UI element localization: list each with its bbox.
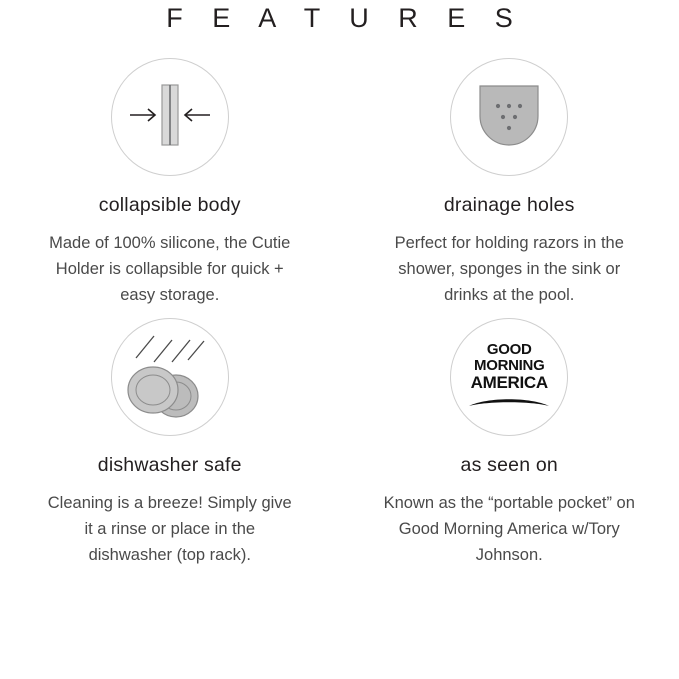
feature-label: as seen on xyxy=(460,454,558,476)
feature-label: drainage holes xyxy=(443,194,575,216)
icon-circle xyxy=(111,58,229,176)
gma-logo-swoosh-icon xyxy=(467,395,551,413)
dishwasher-plates-icon xyxy=(120,328,220,427)
icon-circle xyxy=(111,318,229,436)
features-grid xyxy=(0,36,679,568)
feature-description: Cleaning is a breeze! Simply give it a rinse or place in the dishwasher (top rack). xyxy=(47,494,292,564)
feature-label: collapsible body xyxy=(98,194,241,216)
feature-label: dishwasher safe xyxy=(97,454,242,476)
feature-description: Known as the “portable pocket” on Good Morning America w/Tory Johnson. xyxy=(383,494,635,564)
feature-card-dishwasher-safe xyxy=(0,318,340,568)
feature-description: Perfect for holding razors in the shower, sponges in the sink or drinks at the pool. xyxy=(394,234,624,304)
collapsible-arrows-icon xyxy=(122,75,218,160)
feature-card-collapsible-body xyxy=(0,58,340,308)
gma-logo-line-1: GOOD xyxy=(486,340,532,358)
good-morning-america-logo-icon xyxy=(455,323,563,431)
icon-circle xyxy=(450,58,568,176)
drainage-holes-cup-icon xyxy=(466,76,552,159)
feature-card-as-seen-on xyxy=(340,318,679,568)
feature-card-drainage-holes xyxy=(340,58,679,308)
gma-logo-line-2: MORNING xyxy=(474,356,545,374)
feature-description: Made of 100% silicone, the Cutie Holder is collapsible for quick + easy storage. xyxy=(49,234,291,304)
page-title: F E A T U R E S xyxy=(166,3,524,33)
gma-logo-line-3: AMERICA xyxy=(470,372,548,392)
icon-circle xyxy=(450,318,568,436)
